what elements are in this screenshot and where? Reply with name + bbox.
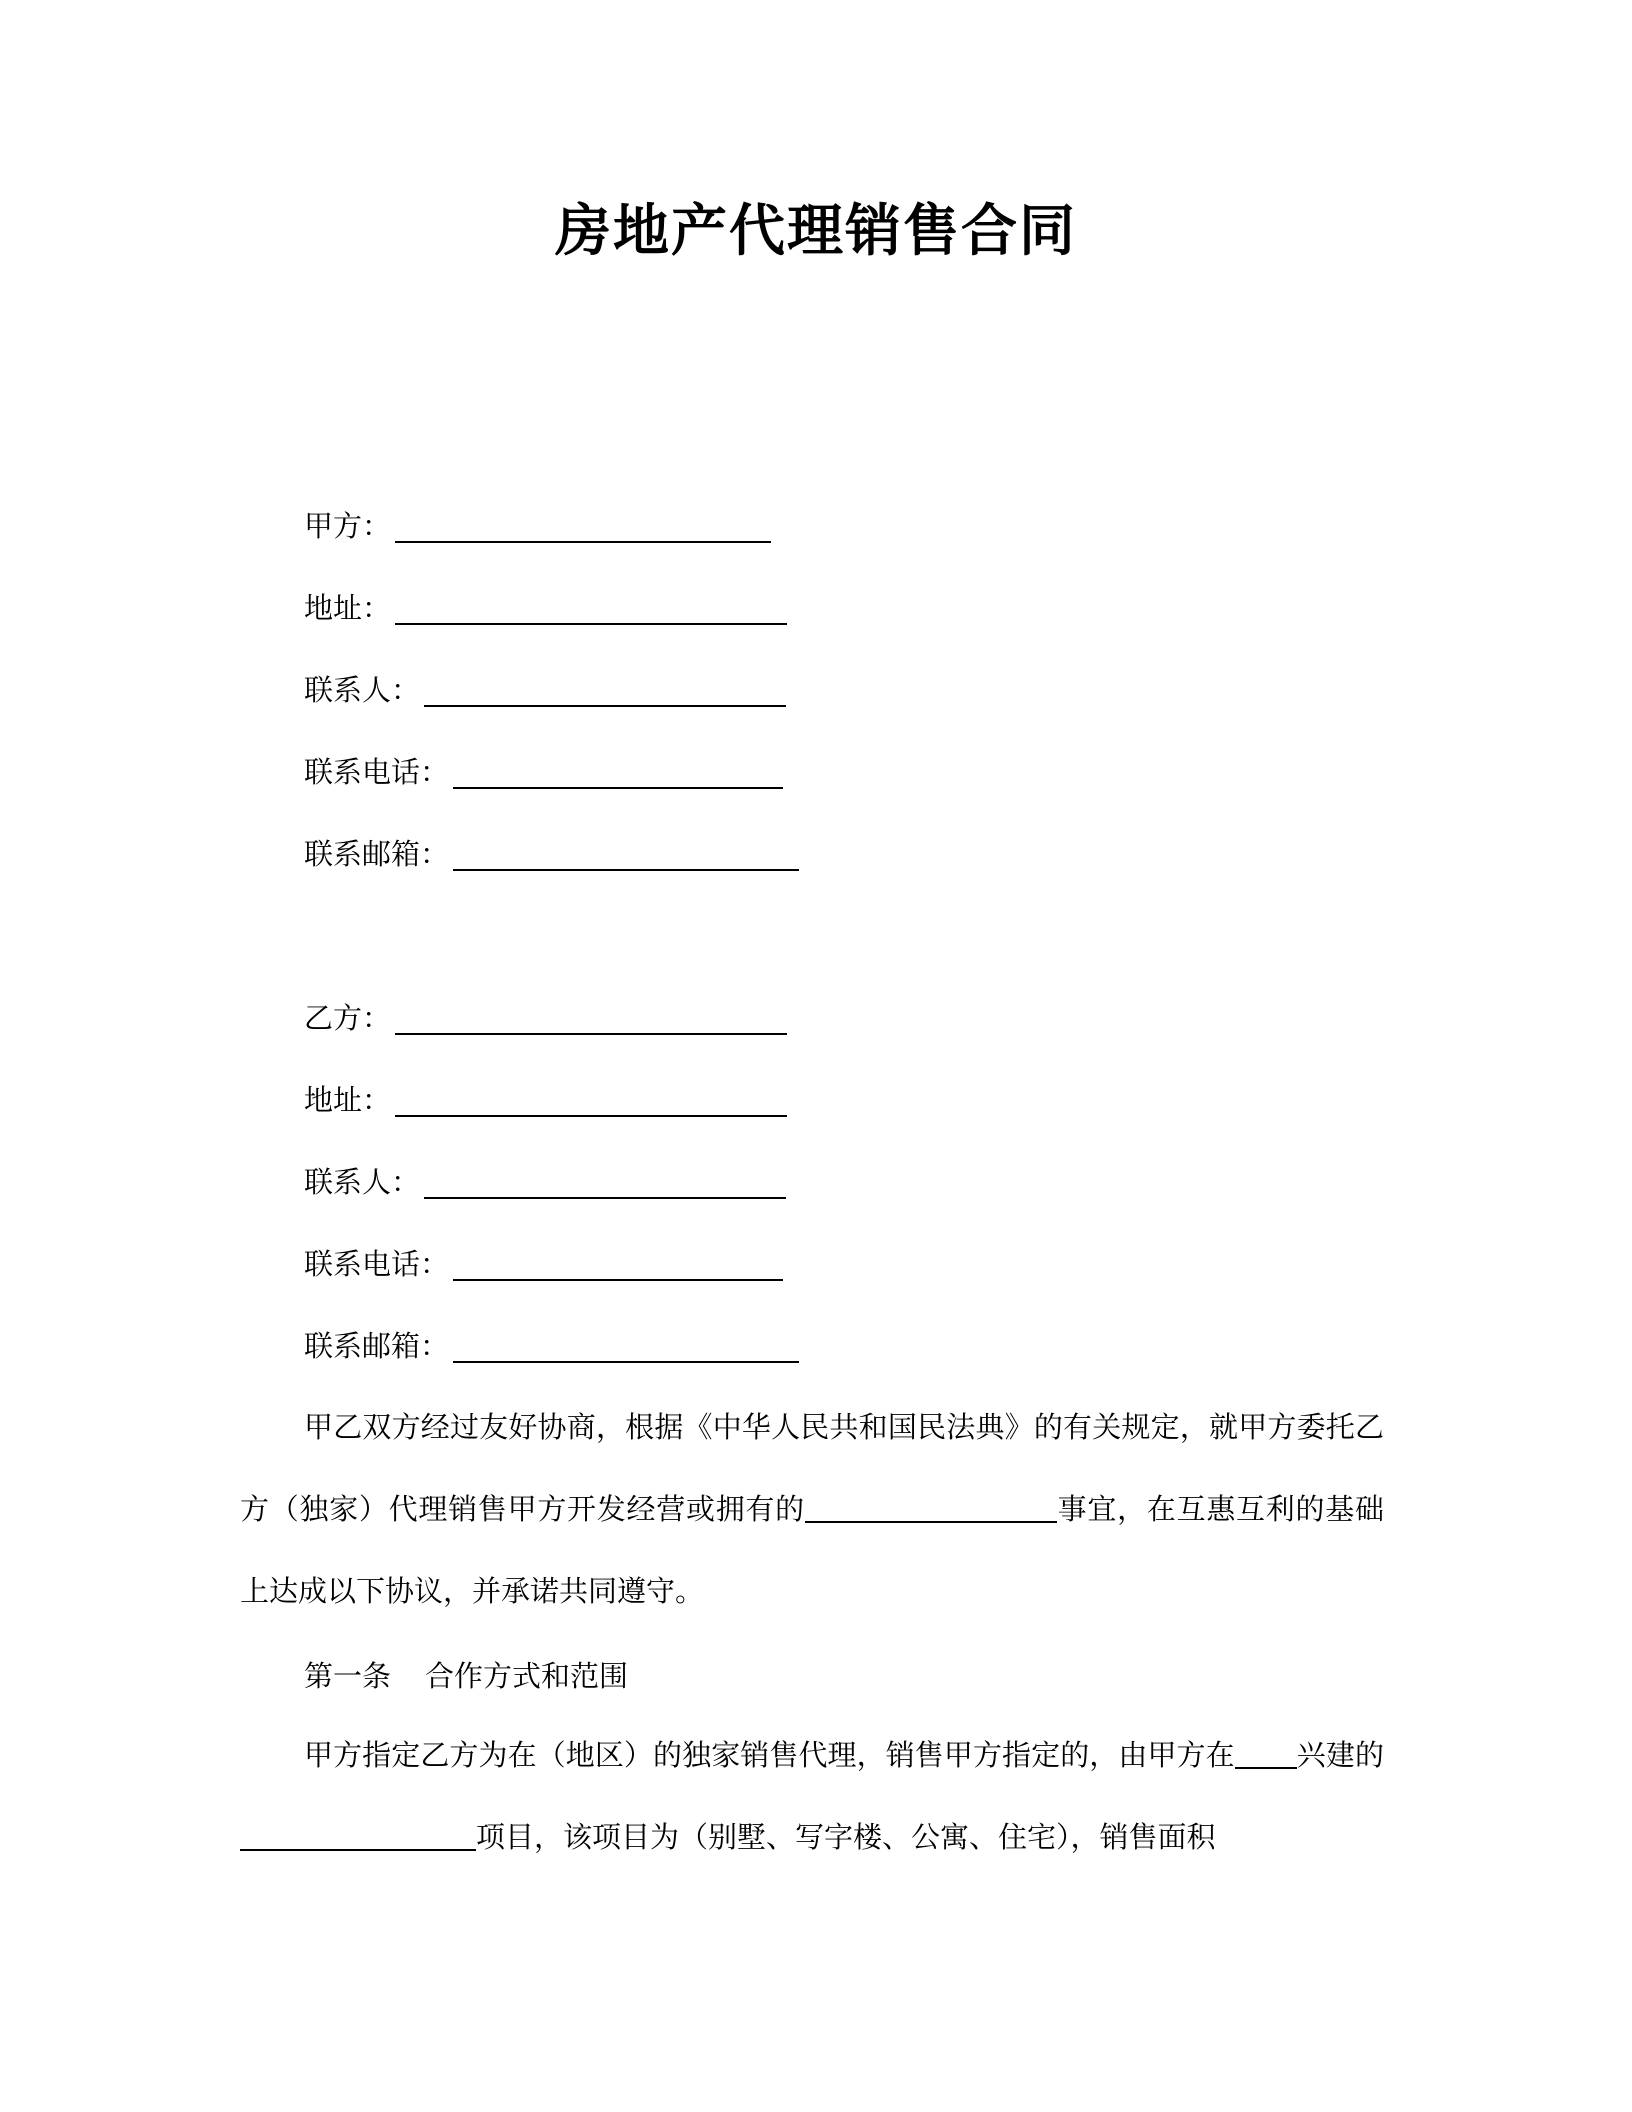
party-a-contact-label: 联系人： bbox=[304, 673, 421, 707]
document-title: 房地产代理销售合同 bbox=[555, 199, 1077, 264]
clause-1-text-1: 甲方指定乙方为在（地区）的独家销售代理，销售甲方指定的，由甲方在 bbox=[304, 1738, 1235, 1772]
party-b-email-field bbox=[304, 1324, 799, 1368]
clause-1-location-blank[interactable] bbox=[1235, 1735, 1297, 1769]
party-a-address-blank[interactable] bbox=[395, 591, 787, 625]
clause-1-text-3: 项目，该项目为（别墅、写字楼、公寓、住宅），销售面积 bbox=[476, 1820, 1216, 1854]
party-a-email-field bbox=[304, 832, 799, 876]
party-b-contact-blank[interactable] bbox=[424, 1165, 786, 1199]
party-b-phone-label: 联系电话： bbox=[304, 1247, 450, 1281]
party-b-name-blank[interactable] bbox=[395, 1001, 787, 1035]
party-a-address-field bbox=[304, 586, 787, 630]
party-a-contact-blank[interactable] bbox=[424, 673, 786, 707]
party-b-email-blank[interactable] bbox=[453, 1329, 799, 1363]
intro-project-blank[interactable] bbox=[805, 1489, 1057, 1523]
party-b-phone-blank[interactable] bbox=[453, 1247, 783, 1281]
clause-1-text-2: 兴建的 bbox=[1296, 1738, 1384, 1772]
party-b-name-label: 乙方： bbox=[304, 1001, 392, 1035]
party-b-address-field bbox=[304, 1078, 787, 1122]
party-a-address-label: 地址： bbox=[304, 591, 392, 625]
party-b-phone-field bbox=[304, 1242, 783, 1286]
clause-1-title: 合作方式和范围 bbox=[425, 1659, 629, 1693]
party-b-address-blank[interactable] bbox=[395, 1083, 787, 1117]
party-a-email-blank[interactable] bbox=[453, 837, 799, 871]
party-a-name-blank[interactable] bbox=[395, 509, 771, 543]
party-a-phone-label: 联系电话： bbox=[304, 755, 450, 789]
clause-1-number: 第一条 bbox=[304, 1659, 392, 1693]
party-a-contact-field bbox=[304, 668, 786, 712]
party-a-phone-blank[interactable] bbox=[453, 755, 783, 789]
intro-text-2: 事宜，在互惠互利的基础上达成以下协议，并承诺共同遵守。 bbox=[240, 1492, 1384, 1608]
clause-1-project-blank[interactable] bbox=[240, 1817, 476, 1851]
party-a-phone-field bbox=[304, 750, 783, 794]
party-a-name-label: 甲方： bbox=[304, 509, 392, 543]
party-b-contact-field bbox=[304, 1160, 786, 1204]
party-a-email-label: 联系邮箱： bbox=[304, 837, 450, 871]
party-b-email-label: 联系邮箱： bbox=[304, 1329, 450, 1363]
party-b-contact-label: 联系人： bbox=[304, 1165, 421, 1199]
clause-1-heading bbox=[304, 1654, 628, 1698]
party-b-name-field bbox=[304, 996, 787, 1040]
intro-paragraph bbox=[240, 1386, 1384, 1632]
clause-1-body bbox=[240, 1714, 1384, 1878]
party-a-name-field bbox=[304, 504, 771, 548]
party-b-address-label: 地址： bbox=[304, 1083, 392, 1117]
intro-text-1: 甲乙双方经过友好协商，根据《中华人民共和国民法典》的有关规定，就甲方委托乙方（独家）代理销售甲方开发经营或拥有的 bbox=[240, 1410, 1384, 1526]
